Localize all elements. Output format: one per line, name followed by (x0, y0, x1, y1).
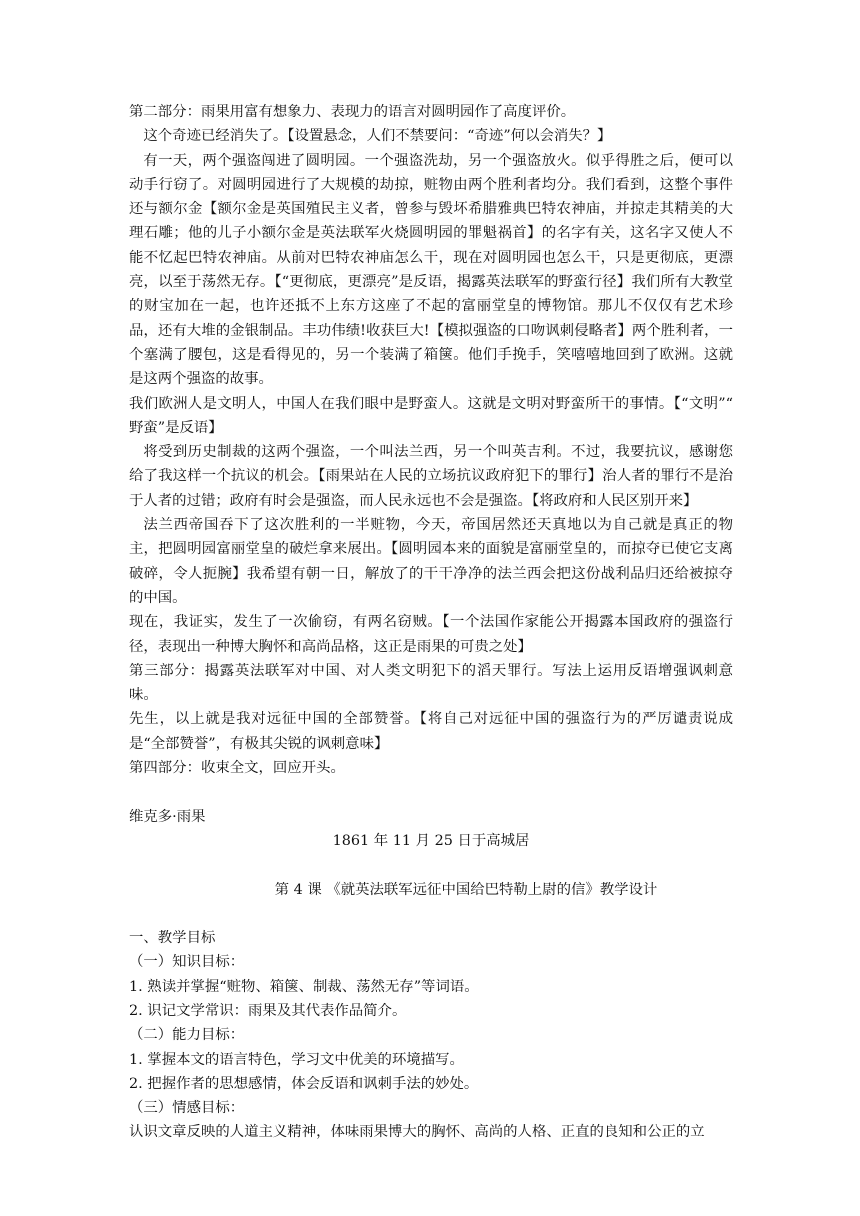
emotion-objective-heading: （三）情感目标： (129, 1100, 245, 1117)
document-page (129, 100, 733, 1145)
paragraph-part-four: 第四部分：收束全文，回应开头。 (129, 760, 345, 777)
ability-objective-heading: （二）能力目标： (129, 1027, 245, 1044)
paragraph-part-two-intro: 第二部分：雨果用富有想象力、表现力的语言对圆明园作了高度评价。 (129, 104, 576, 120)
paragraph-full-praise: 先生，以上就是我对远征中国的全部赞誉。【将自己对远征中国的强盗行为的严厉谴责说成是“全部赞誉”，有极其尖锐的讽刺意味】 (129, 711, 733, 752)
blank-line (129, 902, 733, 926)
paragraph-theft-testimony: 现在，我证实，发生了一次偷窃，有两名窃贼。【一个法国作家能公开揭露本国政府的强盗行径，表现出一种博大胸怀和高尚品格，这正是雨果的可贵之处】 (129, 614, 733, 655)
objectives-heading: 一、教学目标 (129, 930, 216, 947)
knowledge-objective-item: 2. 识记文学常识：雨果及其代表作品简介。 (129, 1002, 407, 1019)
signature: 维克多·雨果 (129, 808, 206, 825)
paragraph-two-robbers: 有一天，两个强盗闯进了圆明园。一个强盗洗劫，另一个强盗放火。似乎得胜之后，便可以动手行窃了。对圆明园进行了大规模的劫掠，赃物由两个胜利者均分。我们看到，这整个事件还与额尔金【额尔金是英国殖民主义者，曾参与毁坏希腊雅典巴特农神庙，并掠走其精美的大理石雕；他的儿子小额尔金是英法联军火烧圆明园的罪魁祸首】的名字有关，这名字又使人不能不忆起巴特农神庙。从前对巴特农神庙怎么干，现在对圆明园也怎么干，只是更彻底，更漂亮，以至于荡然无存。【“更彻底，更漂亮”是反语，揭露英法联军的野蛮行径】我们所有大教堂的财宝加在一起，也许还抵不上东方这座了不起的富丽堂皇的博物馆。那儿不仅仅有艺术珍品，还有大堆的金银制品。丰功伟绩!收获巨大!【模拟强盗的口吻讽刺侵略者】两个胜利者，一个塞满了腰包，这是看得见的，另一个装满了箱箧。他们手挽手，笑嘻嘻地回到了欧洲。这就是这两个强盗的故事。 (129, 152, 733, 388)
paragraph-civilized-barbarian: 我们欧洲人是文明人，中国人在我们眼中是野蛮人。这就是文明对野蛮所干的事情。【“文明”“ 野蛮”是反语】 (129, 395, 733, 436)
blank-line (129, 780, 733, 804)
letter-date: 1861 年 11 月 25 日于高城居 (332, 832, 530, 849)
blank-line (129, 853, 733, 877)
paragraph-miracle-vanished: 这个奇迹已经消失了。【设置悬念，人们不禁要问：“奇迹”何以会消失？】 (143, 128, 612, 145)
knowledge-objective-heading: （一）知识目标： (129, 954, 245, 971)
emotion-objective-item: 认识文章反映的人道主义精神，体味雨果博大的胸怀、高尚的人格、正直的良知和公正的立 (129, 1124, 705, 1141)
ability-objective-item: 2. 把握作者的思想感情，体会反语和讽刺手法的妙处。 (129, 1075, 479, 1092)
knowledge-objective-item: 1. 熟读并掌握“赃物、箱箧、制裁、荡然无存”等词语。 (129, 978, 479, 995)
paragraph-protest: 将受到历史制裁的这两个强盗，一个叫法兰西，另一个叫英吉利。不过，我要抗议，感谢您给了我这样一个抗议的机会。【雨果站在人民的立场抗议政府犯下的罪行】治人者的罪行不是治于人者的过错；政府有时会是强盗，而人民永远也不会是强盗。【将政府和人民区别开来】 (129, 444, 733, 509)
paragraph-french-empire: 法兰西帝国吞下了这次胜利的一半赃物，今天，帝国居然还天真地以为自己就是真正的物主，把圆明园富丽堂皇的破烂拿来展出。【圆明园本来的面貌是富丽堂皇的，而掠夺已使它支离破碎，令人扼腕】我希望有朝一日，解放了的干干净净的法兰西会把这份战利品归还给被掠夺的中国。 (129, 517, 733, 606)
paragraph-part-three: 第三部分：揭露英法联军对中国、对人类文明犯下的滔天罪行。写法上运用反语增强讽刺意味。 (129, 662, 733, 704)
ability-objective-item: 1. 掌握本文的语言特色，学习文中优美的环境描写。 (129, 1051, 464, 1068)
lesson-title: 第 4 课 《就英法联军远征中国给巴特勒上尉的信》教学设计 (274, 881, 658, 898)
